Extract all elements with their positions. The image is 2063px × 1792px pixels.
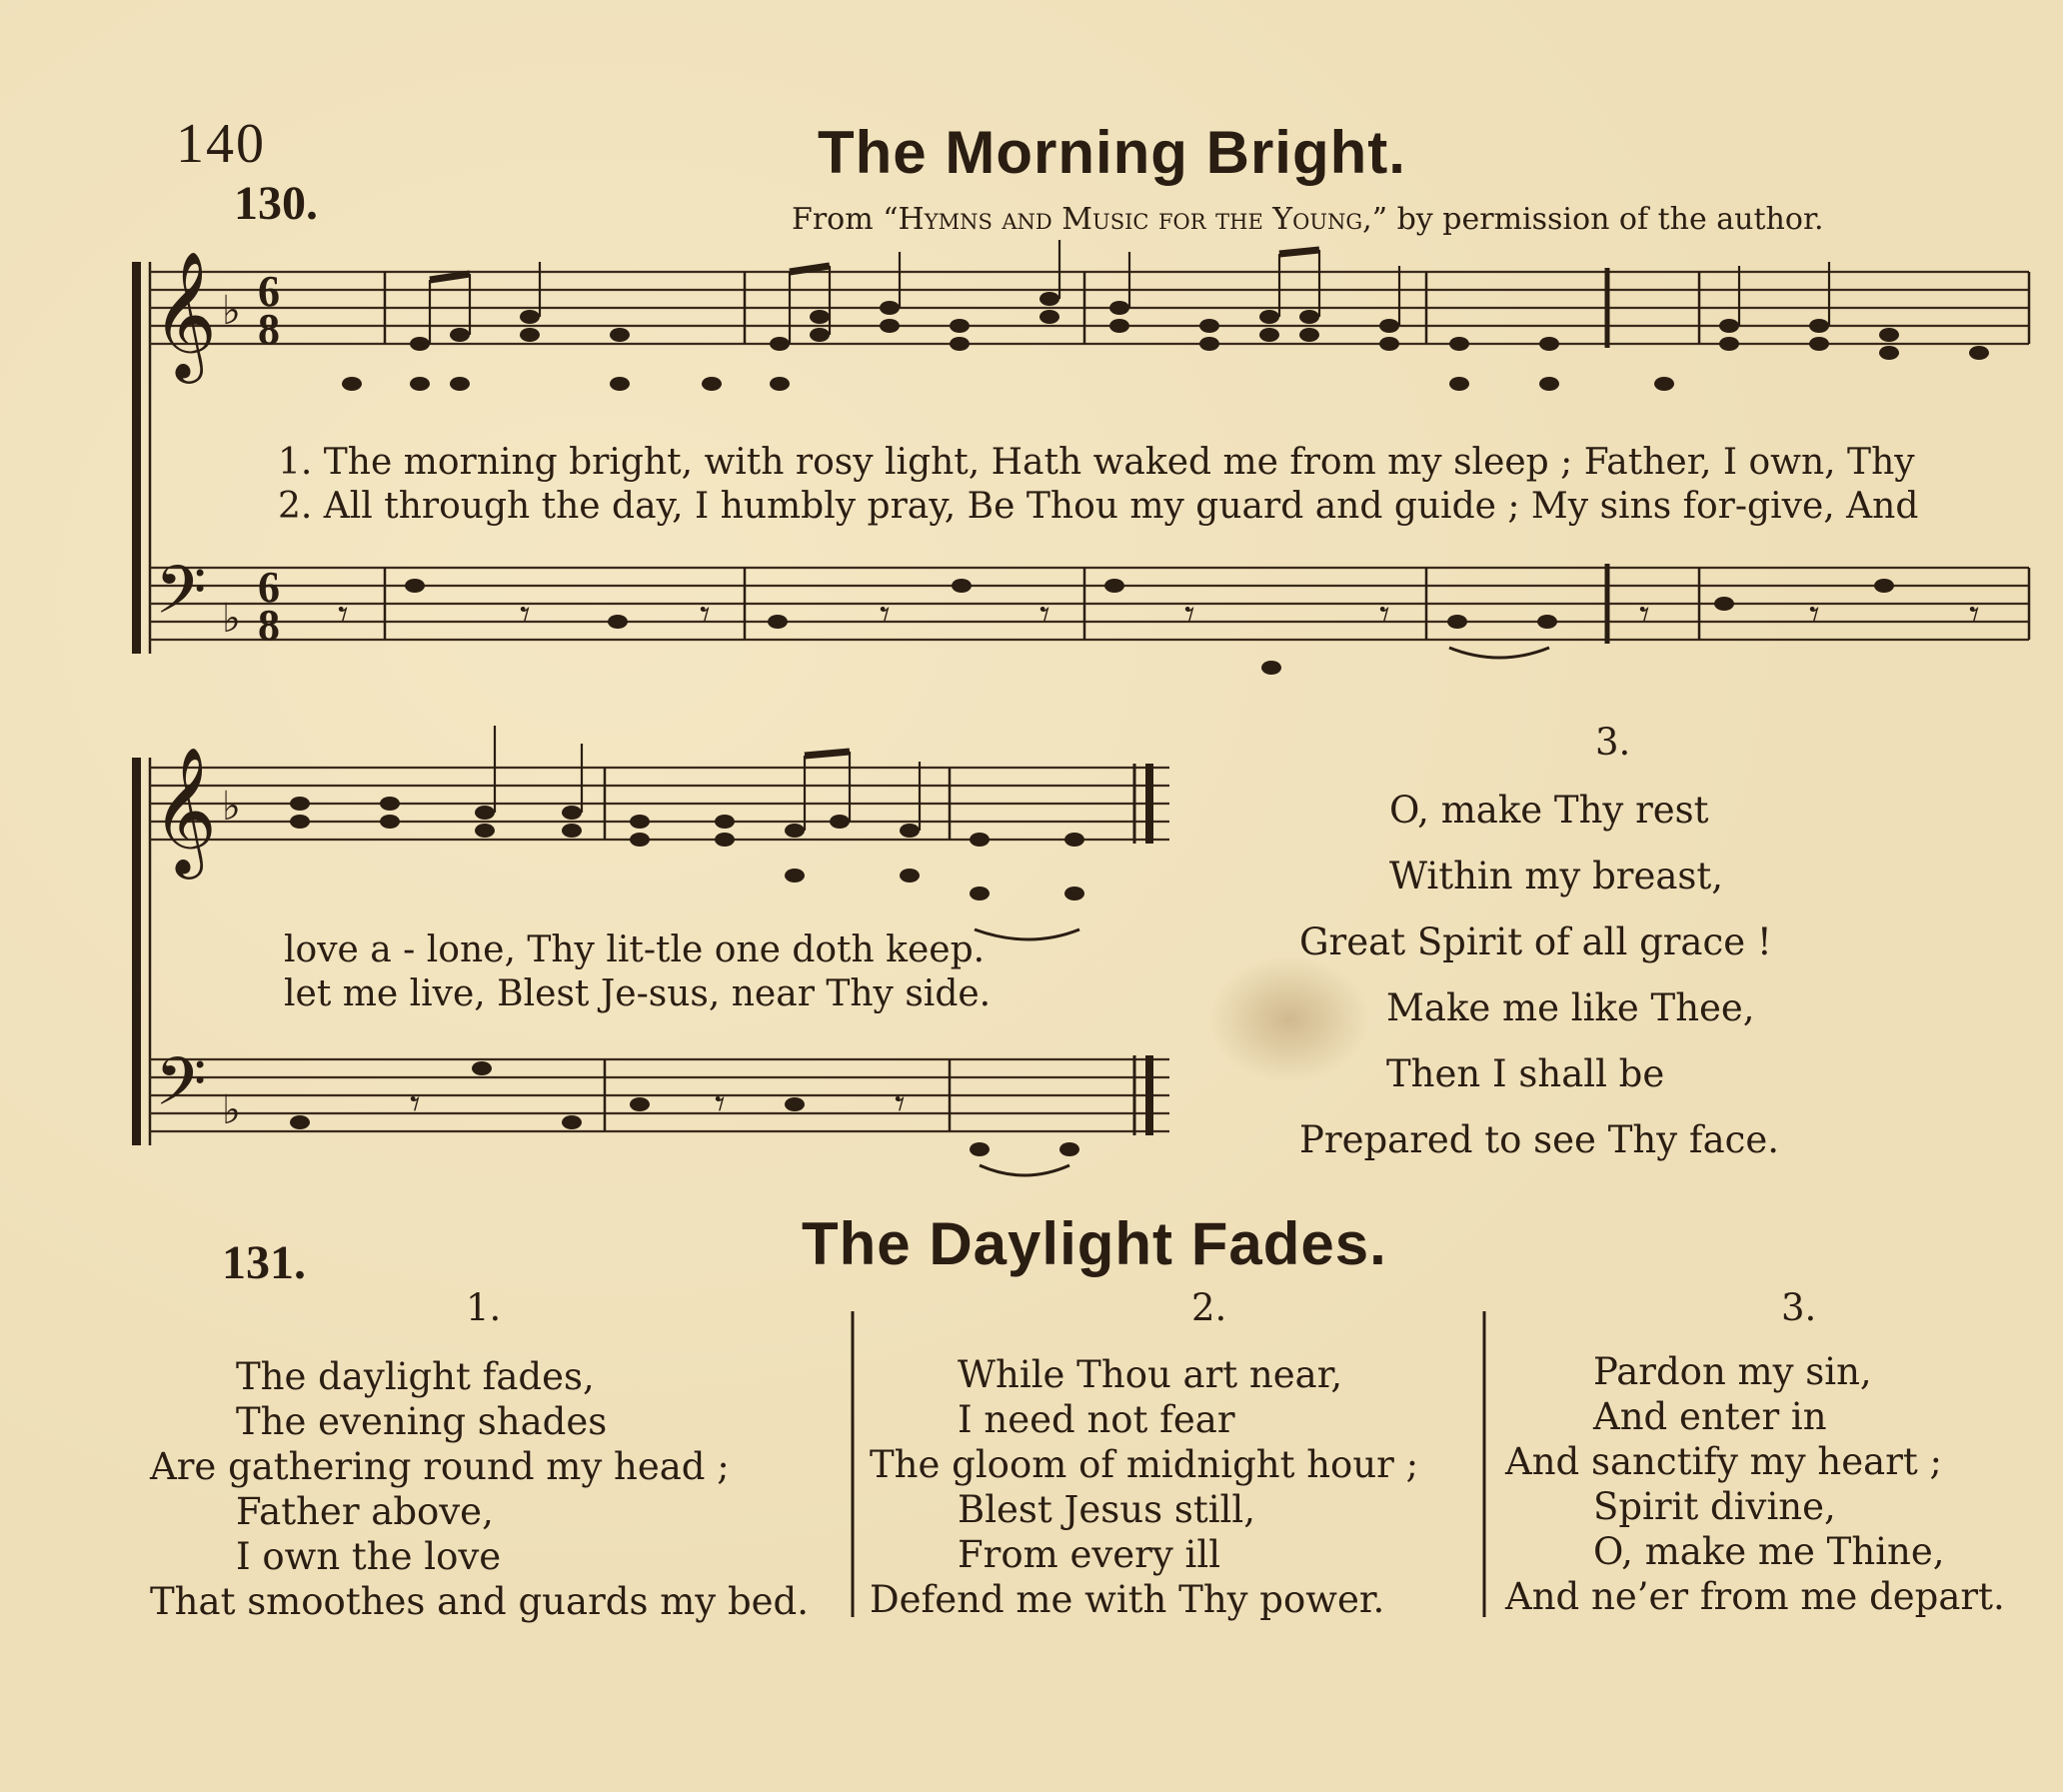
- verse-number: 3.: [1781, 1286, 1817, 1329]
- lyric-line-2: 2. All through the day, I humbly pray, Be Thou my guard and guide ; My sins for-give, And: [278, 486, 1919, 527]
- hymn-number-131: 131.: [222, 1236, 306, 1289]
- svg-text:𝄾: 𝄾: [880, 592, 891, 638]
- time-sig-top: 6: [258, 267, 280, 316]
- verse-block: [1505, 1349, 2005, 1619]
- treble-notes-1: [342, 292, 1989, 391]
- verse-line: And enter in: [1593, 1395, 1827, 1438]
- treble-stems-1: [430, 240, 1829, 344]
- verse-line: Blest Jesus still,: [958, 1488, 1255, 1531]
- verse-block: [870, 1352, 1418, 1622]
- bass-clef-icon: 𝄢: [155, 1043, 207, 1136]
- credit-suffix: ” by permission of the author.: [1371, 202, 1824, 237]
- bass-rests-2: [410, 1081, 906, 1127]
- svg-text:𝄾: 𝄾: [1184, 592, 1195, 638]
- verse-block: [150, 1354, 809, 1624]
- verse-line: The daylight fades,: [236, 1355, 595, 1398]
- treble-clef-icon: 𝄞: [152, 746, 218, 874]
- verse-line: While Thou art near,: [958, 1353, 1343, 1396]
- bass-rests-1: [338, 592, 1980, 638]
- svg-text:𝄾: 𝄾: [1639, 592, 1650, 638]
- verse-line: Within my breast,: [1389, 855, 1724, 897]
- svg-text:𝄾: 𝄾: [1379, 592, 1390, 638]
- flat-sign-icon: ♭: [222, 596, 241, 642]
- verse-line: Great Spirit of all grace !: [1299, 920, 1772, 963]
- verse-line: O, make Thy rest: [1389, 789, 1709, 832]
- verse-line: Are gathering round my head ;: [150, 1445, 730, 1488]
- verse-line: And ne’er from me depart.: [1505, 1575, 2005, 1618]
- verse-line: O, make me Thine,: [1593, 1530, 1945, 1573]
- verse-line: Make me like Thee,: [1386, 986, 1755, 1029]
- svg-text:𝄾: 𝄾: [715, 1081, 726, 1127]
- verse-line: Spirit divine,: [1593, 1485, 1836, 1528]
- verse-line: Father above,: [236, 1490, 494, 1533]
- verse-line: Prepared to see Thy face.: [1299, 1118, 1780, 1161]
- credit-source: Hymns and Music for the Young,: [898, 202, 1372, 237]
- verse-line: From every ill: [958, 1533, 1221, 1576]
- credit-prefix: From “: [792, 202, 899, 237]
- svg-text:𝄾: 𝄾: [410, 1081, 421, 1127]
- verse-line: The gloom of midnight hour ;: [870, 1443, 1419, 1486]
- svg-text:𝄾: 𝄾: [700, 592, 711, 638]
- verse-line: Defend me with Thy power.: [870, 1578, 1385, 1621]
- tie-icon: [1449, 648, 1549, 658]
- verse-line: That smoothes and guards my bed.: [150, 1580, 809, 1623]
- verse-line: And sanctify my heart ;: [1505, 1440, 1942, 1483]
- verse-line: The evening shades: [236, 1400, 608, 1443]
- treble-stems-2: [495, 726, 920, 831]
- verse-line: Pardon my sin,: [1593, 1350, 1872, 1393]
- bass-clef-icon: 𝄢: [155, 552, 207, 645]
- verse-line: Then I shall be: [1386, 1052, 1665, 1095]
- lyric-line-1: 1. The morning bright, with rosy light, Hath waked me from my sleep ; Father, I own, Thy: [278, 442, 1915, 483]
- verse-line: I own the love: [236, 1535, 502, 1578]
- verse-line: I need not fear: [958, 1398, 1235, 1441]
- system-bracket: [132, 758, 141, 1145]
- treble-clef-icon: 𝄞: [152, 250, 218, 378]
- lyric-line-4: let me live, Blest Je-sus, near Thy side.: [284, 973, 992, 1014]
- verse-number: 1.: [466, 1286, 502, 1329]
- svg-text:𝄾: 𝄾: [1809, 592, 1820, 638]
- bass-notes-2: [290, 1061, 1079, 1156]
- tie-icon: [980, 1165, 1069, 1175]
- hymn-number-130: 130.: [234, 177, 318, 230]
- hymn-title-daylight-fades: The Daylight Fades.: [802, 1210, 1387, 1277]
- verse-number: 3.: [1595, 721, 1631, 764]
- treble-notes-2: [290, 797, 1084, 900]
- svg-text:𝄾: 𝄾: [338, 592, 349, 638]
- flat-sign-icon: ♭: [222, 1087, 241, 1133]
- lyric-line-3: love a - lone, Thy lit-tle one doth keep.: [284, 929, 986, 970]
- flat-sign-icon: ♭: [222, 288, 241, 334]
- time-sig-bottom: 8: [258, 305, 280, 354]
- time-sig-bottom-bass: 8: [258, 601, 280, 650]
- verse-number: 2.: [1191, 1286, 1227, 1329]
- svg-text:𝄾: 𝄾: [520, 592, 531, 638]
- time-sig-top-bass: 6: [258, 563, 280, 612]
- hymn-title-morning-bright: The Morning Bright.: [818, 119, 1406, 186]
- page-number: 140: [176, 113, 266, 175]
- svg-text:𝄾: 𝄾: [1969, 592, 1980, 638]
- flat-sign-icon: ♭: [222, 784, 241, 830]
- system-bracket: [132, 262, 141, 654]
- svg-text:𝄾: 𝄾: [1039, 592, 1050, 638]
- bass-staff-1: [150, 568, 2029, 640]
- bass-notes-1: [405, 579, 1894, 675]
- svg-text:𝄾: 𝄾: [895, 1081, 906, 1127]
- tie-icon: [975, 929, 1079, 939]
